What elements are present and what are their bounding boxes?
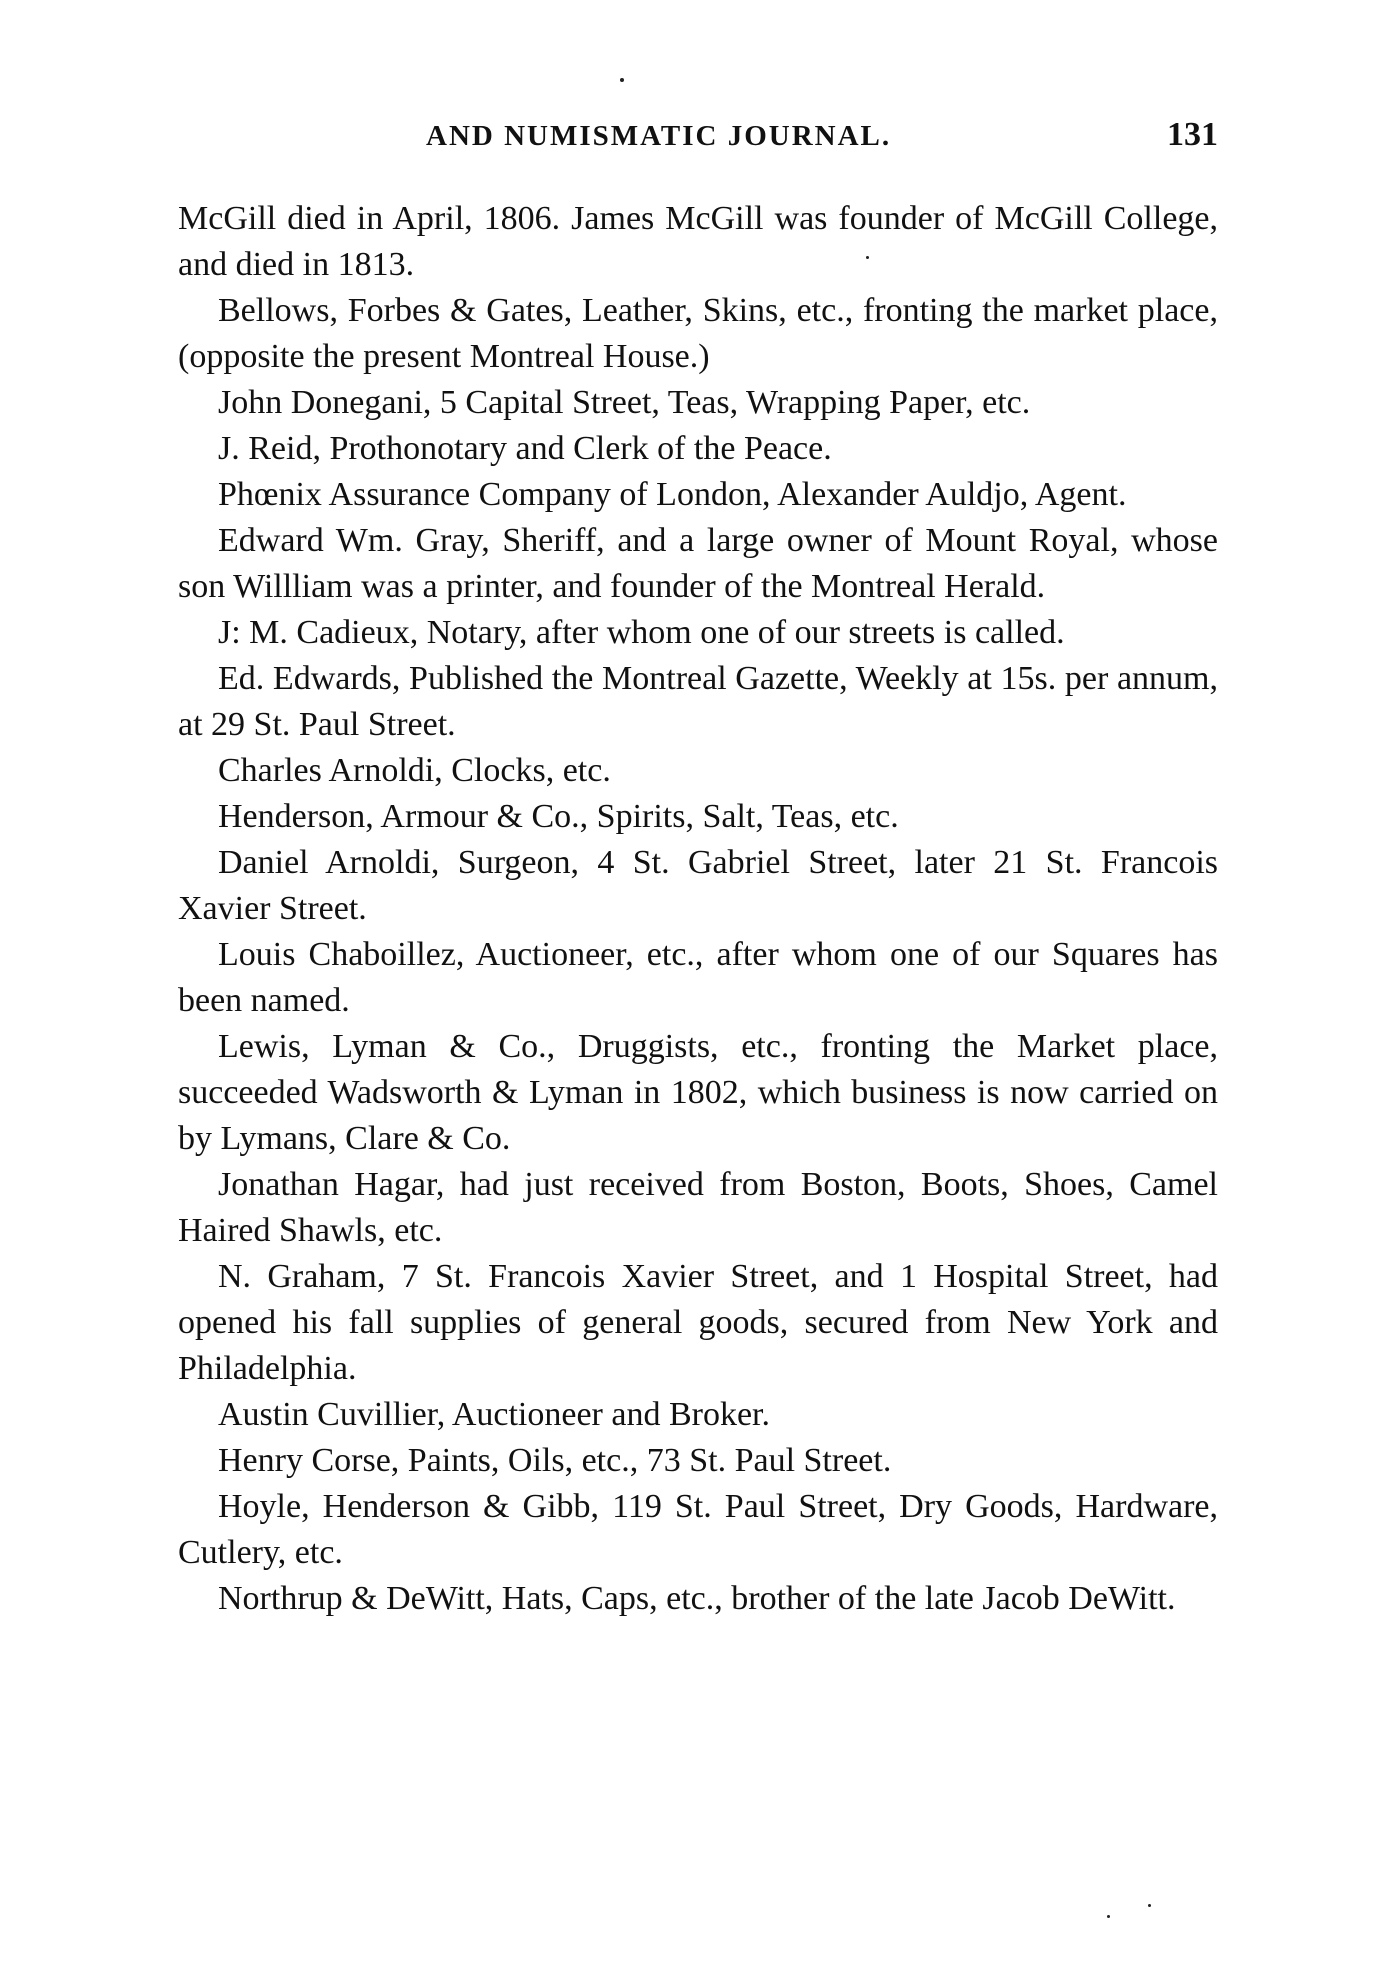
paragraph-charles-arnoldi: Charles Arnoldi, Clocks, etc.	[218, 752, 611, 789]
page-number: 131	[1167, 116, 1218, 153]
paragraph-hoyle: Hoyle, Henderson & Gibb, 119 St. Paul Street, Dry Goods, Hardware, Cutlery, etc.	[178, 1488, 1218, 1571]
paragraph-bellows: Bellows, Forbes & Gates, Leather, Skins, etc., fronting the market place, (opposite the present Montreal House.)	[178, 292, 1218, 375]
print-speck	[1107, 1915, 1110, 1918]
paragraph-graham: N. Graham, 7 St. Francois Xavier Street, and 1 Hospital Street, had opened his fall supplies of general goods, secured from New York and Philadelphia.	[178, 1258, 1218, 1387]
paragraph-reid: J. Reid, Prothonotary and Clerk of the Peace.	[218, 430, 832, 467]
paragraph-mcgill: McGill died in April, 1806. James McGill was founder of McGill College, and died in 1813.	[178, 200, 1218, 283]
paragraph-henderson-armour: Henderson, Armour & Co., Spirits, Salt, Teas, etc.	[218, 798, 899, 835]
paragraph-donegani: John Donegani, 5 Capital Street, Teas, Wrapping Paper, etc.	[218, 384, 1031, 421]
paragraph-phoenix: Phœnix Assurance Company of London, Alexander Auldjo, Agent.	[218, 476, 1127, 513]
paragraph-cadieux: J: M. Cadieux, Notary, after whom one of our streets is called.	[218, 614, 1065, 651]
paragraph-northrup: Northrup & DeWitt, Hats, Caps, etc., brother of the late Jacob DeWitt.	[218, 1580, 1176, 1617]
print-speck	[620, 78, 624, 82]
paragraph-cuvillier: Austin Cuvillier, Auctioneer and Broker.	[218, 1396, 770, 1433]
running-head	[178, 112, 1218, 162]
print-speck	[1148, 1904, 1151, 1907]
paragraph-daniel-arnoldi: Daniel Arnoldi, Surgeon, 4 St. Gabriel Street, later 21 St. Francois Xavier Street.	[178, 844, 1218, 927]
paragraph-edwards: Ed. Edwards, Published the Montreal Gazette, Weekly at 15s. per annum, at 29 St. Paul Street.	[178, 660, 1218, 743]
paragraph-chaboillez: Louis Chaboillez, Auctioneer, etc., after whom one of our Squares has been named.	[178, 936, 1218, 1019]
journal-title: AND NUMISMATIC JOURNAL.	[426, 120, 892, 152]
paragraph-lewis-lyman: Lewis, Lyman & Co., Druggists, etc., fronting the Market place, succeeded Wadsworth & Lyman in 1802, which business is now carried on by Lymans, Clare & Co.	[178, 1028, 1218, 1157]
paragraph-corse: Henry Corse, Paints, Oils, etc., 73 St. Paul Street.	[218, 1442, 892, 1479]
text-body	[178, 196, 1218, 1622]
paragraph-hagar: Jonathan Hagar, had just received from Boston, Boots, Shoes, Camel Haired Shawls, etc.	[178, 1166, 1218, 1249]
paragraph-gray: Edward Wm. Gray, Sheriff, and a large owner of Mount Royal, whose son Willliam was a printer, and founder of the Montreal Herald.	[178, 522, 1218, 605]
